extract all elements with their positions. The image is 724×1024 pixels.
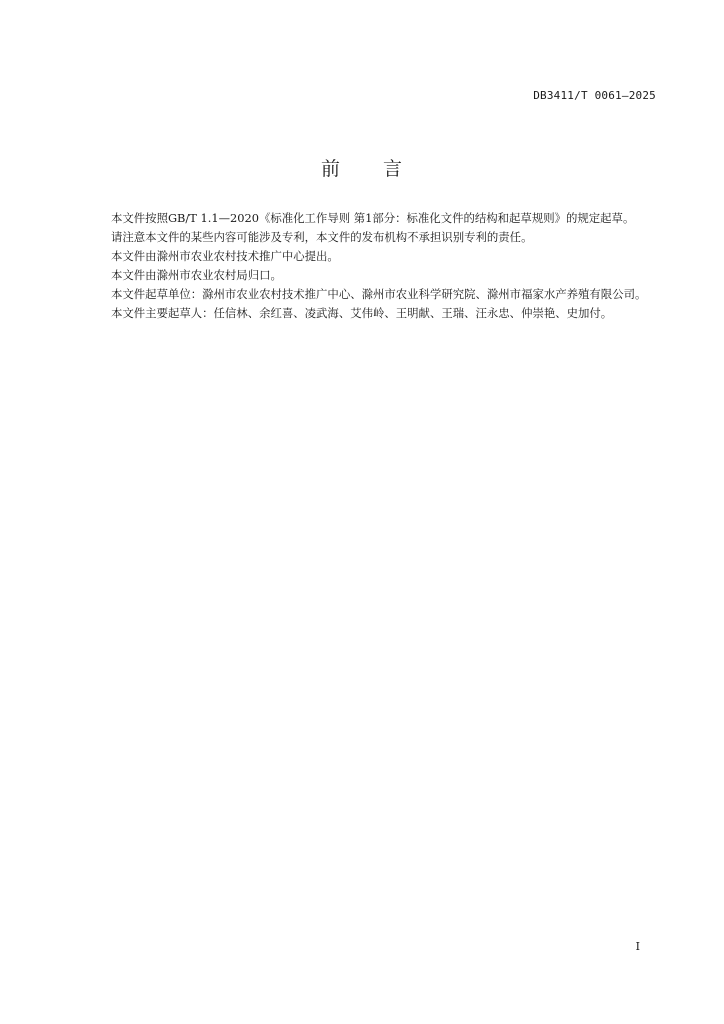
paragraph-patent-notice: 请注意本文件的某些内容可能涉及专利，本文件的发布机构不承担识别专利的责任。 (111, 230, 533, 244)
foreword-body (87, 209, 657, 323)
title-part-2: 言 (383, 158, 404, 180)
paragraph-drafting-units: 本文件起草单位：滁州市农业农村技术推广中心、滁州市农业科学研究院、滁州市福家水产养殖有限公司。 (111, 287, 647, 301)
title-part-1: 前 (320, 158, 341, 180)
page-number: I (635, 940, 640, 953)
paragraph-drafting-rules: 本文件按照GB/T 1.1—2020《标准化工作导则 第1部分：标准化文件的结构和起草规则》的规定起草。 (111, 211, 635, 225)
document-code: DB3411/T 0061—2025 (533, 89, 656, 102)
paragraph-centralized-unit: 本文件由滁州市农业农村局归口。 (111, 268, 282, 282)
page-title (0, 154, 724, 181)
paragraph-proposer: 本文件由滁州市农业农村技术推广中心提出。 (111, 249, 339, 263)
paragraph-drafters: 本文件主要起草人：任信林、余红喜、凌武海、艾伟岭、王明献、王瑞、汪永忠、仲崇艳、史加付。 (111, 306, 613, 320)
